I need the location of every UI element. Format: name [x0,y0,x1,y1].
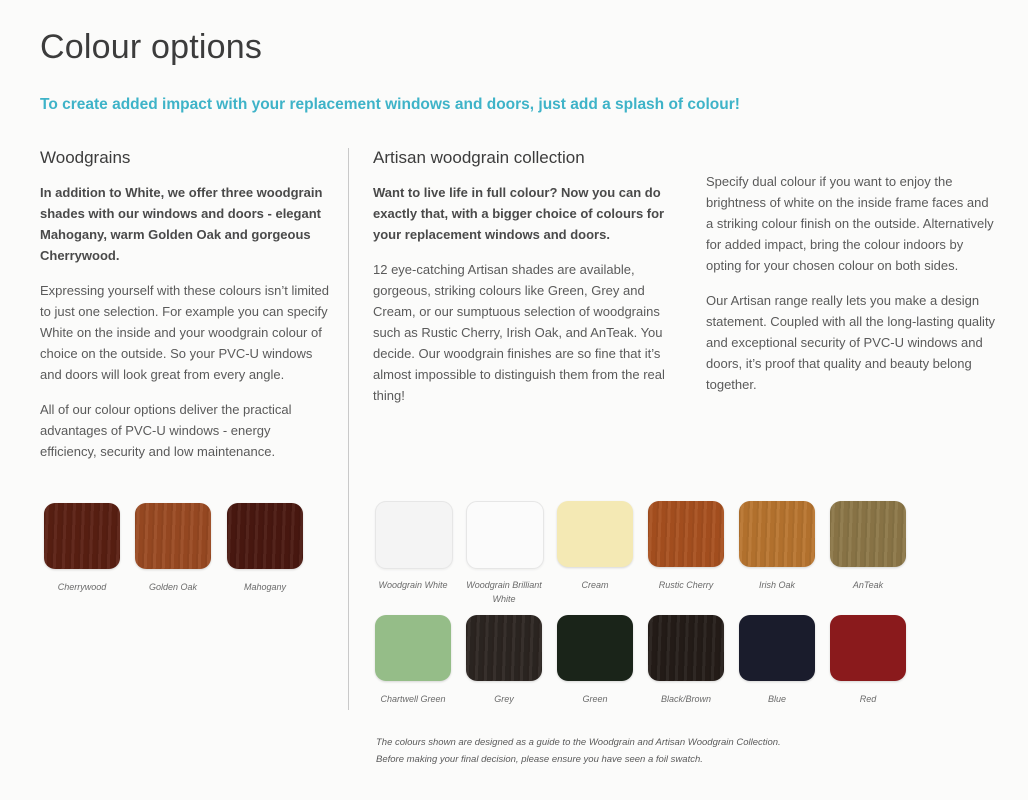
swatch-cherrywood [44,503,120,569]
swatch-label: Woodgrain White [378,580,448,590]
artisan-column [373,148,673,420]
footnote-line-2: Before making your final decision, please ensure you have seen a foil swatch. [376,754,703,765]
artisan-heading: Artisan woodgrain collection [373,148,585,167]
swatch-label: Blue [767,694,786,704]
page-subtitle: To create added impact with your replacement windows and doors, just add a splash of colour! [40,96,740,113]
swatch-blue [739,615,815,681]
artisan-paragraph-2: Specify dual colour if you want to enjoy the brightness of white on the inside frame faces and a striking colour finish on the outside. Alternatively for added impact, bring the colour indoors by opting for your chosen colour on both sides. [706,174,994,273]
swatch-grey [466,615,542,681]
swatch-label: Black/Brown [660,694,712,704]
column-divider [348,148,349,710]
swatch-black-brown [648,615,724,681]
swatch-label: Cream [581,580,609,590]
woodgrains-heading: Woodgrains [40,148,131,167]
page-title: Colour options [40,28,263,66]
woodgrains-paragraph-1: Expressing yourself with these colours isn’t limited to just one selection. For example you can specify White on the inside and your woodgrain colour of choice on the outside. So your PVC-U windows and doors will look great from every angle. [40,283,330,382]
swatch-label: Chartwell Green [380,694,446,704]
footnote-line-1: The colours shown are designed as a guide to the Woodgrain and Artisan Woodgrain Collection. [376,737,781,748]
swatch-label: Rustic Cherry [658,580,714,590]
artisan-column-right [706,148,996,409]
swatch-label: Golden Oak [148,582,198,592]
swatch-woodgrain-white [375,501,453,569]
swatch-label: Grey [494,694,514,704]
swatch-label: Irish Oak [758,580,795,590]
swatch-golden-oak [135,503,211,569]
swatch-label: Woodgrain Brilliant White [466,580,542,604]
woodgrains-paragraph-2: All of our colour options deliver the practical advantages of PVC-U windows - energy efficiency, security and low maintenance. [40,402,292,459]
swatch-label: Cherrywood [57,582,107,592]
woodgrains-lead: In addition to White, we offer three woodgrain shades with our windows and doors - elegant Mahogany, warm Golden Oak and gorgeous Cherrywood. [40,185,323,263]
artisan-paragraph-1: 12 eye-catching Artisan shades are available, gorgeous, striking colours like Green, Grey and Cream, or our sumptuous selection of woodgrains such as Rustic Cherry, Irish Oak, and AnTeak. You decide. Our woodgrain finishes are so fine that it’s almost impossible to distinguish them from the real thing! [373,262,665,403]
swatch-label: AnTeak [852,580,884,590]
swatch-chartwell-green [375,615,451,681]
swatch-irish-oak [739,501,815,567]
swatch-cream [557,501,633,567]
swatch-label: Green [582,694,608,704]
swatch-woodgrain-brilliant-white [466,501,544,569]
swatch-label: Mahogany [243,582,287,592]
swatch-mahogany [227,503,303,569]
footnote [376,734,976,768]
woodgrains-column [40,148,330,476]
swatch-green [557,615,633,681]
swatch-anteak [830,501,906,567]
artisan-paragraph-3: Our Artisan range really lets you make a design statement. Coupled with all the long-lasting quality and exceptional security of PVC-U windows and doors, it’s proof that quality and beauty belong together. [706,293,996,392]
swatch-rustic-cherry [648,501,724,567]
swatch-label: Red [859,694,877,704]
artisan-lead: Want to live life in full colour? Now you can do exactly that, with a bigger choice of colours for your replacement windows and doors. [373,185,665,242]
swatch-red [830,615,906,681]
